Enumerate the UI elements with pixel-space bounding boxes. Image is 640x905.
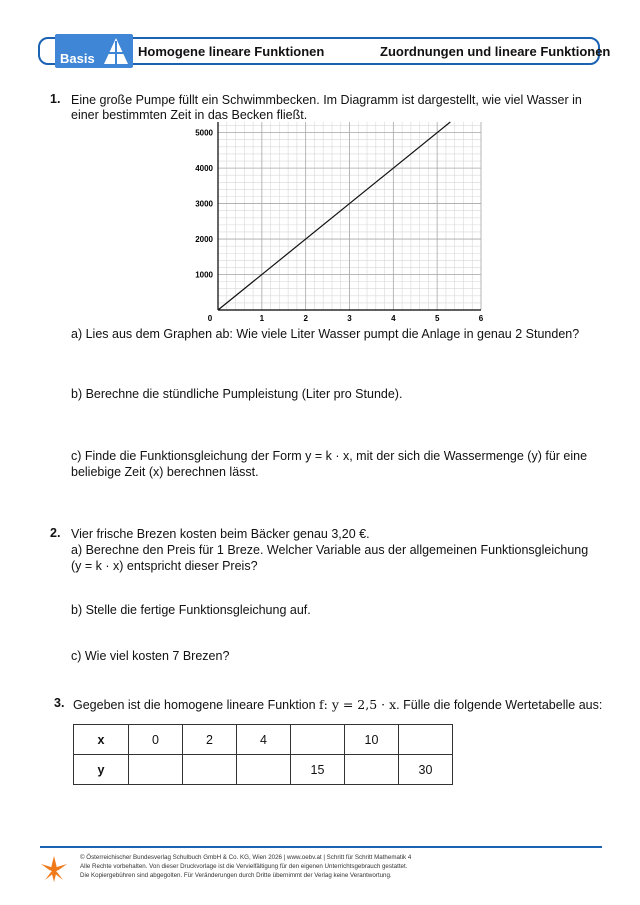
- question-2b: b) Stelle die fertige Funktionsgleichung auf.: [71, 603, 311, 617]
- question-1c-line2: beliebige Zeit (x) berechnen lässt.: [71, 465, 259, 479]
- table-row-x-label: x: [74, 725, 129, 755]
- level-badge-label: Basis: [60, 51, 95, 66]
- x-tick-label: 1: [259, 314, 265, 323]
- x-tick-label: 3: [347, 314, 352, 323]
- question-1-intro-line2: einer bestimmten Zeit in das Becken fließt.: [71, 108, 308, 122]
- table-cell-y[interactable]: [183, 755, 237, 785]
- x-tick-label: 2: [303, 314, 308, 323]
- question-3-text-before: Gegeben ist die homogene lineare Funktion: [73, 698, 316, 712]
- y-tick-label: 3000: [195, 199, 213, 209]
- publisher-star-icon: [40, 855, 68, 883]
- table-cell-x[interactable]: 0: [129, 725, 183, 755]
- level-triangle-icon: [103, 37, 129, 65]
- y-tick-label: 5000: [195, 128, 213, 138]
- table-cell-x[interactable]: 2: [183, 725, 237, 755]
- topic-title: Homogene lineare Funktionen: [138, 44, 325, 59]
- y-tick-label: 2000: [195, 235, 213, 245]
- question-1c-line1: c) Finde die Funktionsgleichung der Form y = k · x, mit der sich die Wassermenge (y) für eine: [71, 449, 588, 463]
- question-1a: a) Lies aus dem Graphen ab: Wie viele Liter Wasser pumpt die Anlage in genau 2 Stunden?: [71, 327, 580, 341]
- table-cell-y[interactable]: 30: [399, 755, 453, 785]
- table-row-x: [74, 725, 453, 755]
- question-2c: c) Wie viel kosten 7 Brezen?: [71, 649, 230, 663]
- question-3-formula: f: y = 2,5 · x: [319, 697, 397, 712]
- table-cell-x[interactable]: 10: [345, 725, 399, 755]
- value-table: [73, 724, 453, 785]
- footer-line-2: Alle Rechte vorbehalten. Von dieser Druckvorlage ist die Vervielfältigung für den eigenen Unterrichtsgebrauch gestattet.: [80, 863, 408, 870]
- question-3-text: [73, 696, 602, 714]
- table-cell-x[interactable]: [399, 725, 453, 755]
- table-row-y: [74, 755, 453, 785]
- question-1-intro-line1: Eine große Pumpe füllt ein Schwimmbecken. Im Diagramm ist dargestellt, wie viel Wasser in: [71, 93, 582, 107]
- table-cell-y[interactable]: 15: [291, 755, 345, 785]
- table-cell-x[interactable]: [291, 725, 345, 755]
- question-1b: b) Berechne die stündliche Pumpleistung (Liter pro Stunde).: [71, 387, 403, 401]
- table-cell-y[interactable]: [237, 755, 291, 785]
- table-cell-y[interactable]: [129, 755, 183, 785]
- question-3-text-after: . Fülle die folgende Wertetabelle aus:: [396, 698, 603, 712]
- question-2a-line2: (y = k · x) entspricht dieser Preis?: [71, 559, 258, 573]
- question-1-number: 1.: [50, 92, 61, 106]
- question-3-number: 3.: [54, 696, 65, 710]
- footer-copyright: [80, 853, 600, 880]
- table-cell-y[interactable]: [345, 755, 399, 785]
- question-2a-line1: a) Berechne den Preis für 1 Breze. Welcher Variable aus der allgemeinen Funktionsgleichung: [71, 543, 589, 557]
- x-tick-label: 0: [207, 314, 213, 323]
- pump-chart: [185, 118, 485, 326]
- question-2-intro: Vier frische Brezen kosten beim Bäcker genau 3,20 €.: [71, 527, 370, 541]
- table-cell-x[interactable]: 4: [237, 725, 291, 755]
- table-row-y-label: y: [74, 755, 129, 785]
- footer-line-3: Die Kopiergebühren sind abgegolten. Für Veränderungen durch Dritte übernimmt der Verlag keine Verantwortung.: [80, 872, 392, 879]
- x-tick-label: 4: [391, 314, 396, 323]
- question-2-number: 2.: [50, 526, 61, 540]
- chapter-title: Zuordnungen und lineare Funktionen: [380, 44, 611, 59]
- footer-divider: [40, 846, 602, 848]
- x-tick-label: 6: [478, 314, 484, 323]
- y-tick-label: 4000: [195, 164, 213, 174]
- x-tick-label: 5: [434, 314, 440, 323]
- footer-line-1: © Österreichischer Bundesverlag Schulbuch GmbH & Co. KG, Wien 2026 | www.oebv.at | Schritt für Schritt Mathematik 4: [80, 854, 412, 861]
- y-tick-label: 1000: [195, 270, 213, 280]
